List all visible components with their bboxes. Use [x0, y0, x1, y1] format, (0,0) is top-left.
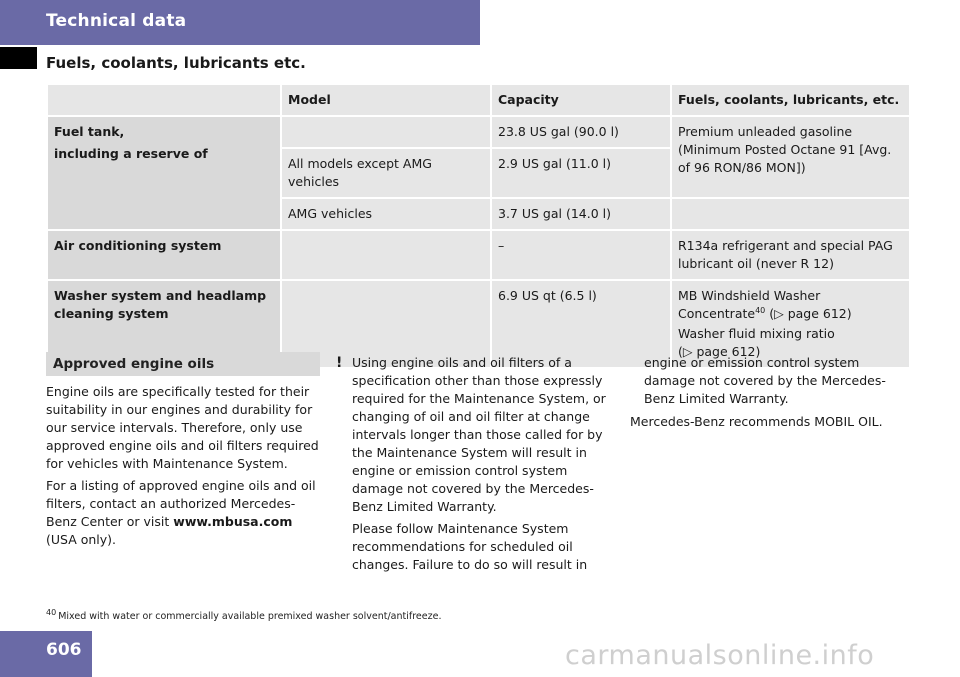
approved-oils-text — [46, 383, 324, 553]
air-conditioning-model-blank — [282, 231, 490, 279]
table-row — [48, 117, 909, 147]
reserve-model: All models except AMG vehicles — [282, 149, 490, 197]
watermark: carmanualsonline.info — [565, 640, 875, 671]
fuel-tank-label-line2: including a reserve of — [54, 146, 208, 161]
header-fluids: Fuels, coolants, lubricants, etc. — [672, 85, 909, 115]
fuel-tank-capacity: 23.8 US gal (90.0 l) — [492, 117, 670, 147]
page-number: 606 — [46, 640, 82, 660]
approved-oils-heading: Approved engine oils — [46, 352, 320, 376]
reserve-capacity: 3.7 US gal (14.0 l) — [492, 199, 670, 229]
header-blank — [48, 85, 280, 115]
page-reference: (▷ page 612) — [769, 306, 852, 321]
air-conditioning-capacity: – — [492, 231, 670, 279]
header-model: Model — [282, 85, 490, 115]
warning-icon: ! — [336, 355, 343, 371]
footnote-text: Mixed with water or commercially available premixed washer solvent/antifreeze. — [58, 611, 442, 622]
footnote-number: 40 — [46, 607, 57, 617]
approved-oils-para2-prefix: For a listing of approved engine oils and oil filters, contact an authorized Mercedes-Benz Center or visit — [46, 478, 316, 529]
recommendation: Mercedes-Benz recommends MOBIL OIL. — [630, 414, 883, 429]
fuel-tank-label — [48, 117, 280, 229]
washer-concentrate-text: MB Windshield Washer Concentrate — [678, 288, 821, 321]
header-title: Technical data — [46, 11, 187, 31]
air-conditioning-fluid: R134a refrigerant and special PAG lubricant oil (never R 12) — [672, 231, 909, 279]
approved-oils-para1: Engine oils are specifically tested for their suitability in our engines and durability for our service intervals. Therefore, only use approved engine oils and oil filters required for vehicles with Maintenance System. — [46, 384, 319, 471]
warning-para3: engine or emission control system damage not covered by the Mercedes-Benz Limited Warranty. — [644, 355, 886, 406]
warning-para2: Please follow Maintenance System recommendations for scheduled oil changes. Failure to do so will result in — [352, 521, 588, 572]
footnote-ref: 40 — [755, 305, 766, 315]
warning-para1: Using engine oils and oil filters of a specification other than those expressly required for the Maintenance System, or changing of oil and oil filter at change intervals longer than those called for by the Maintenance System will result in engine or emission control system damage not covered by the Mercedes-Benz Limited Warranty. — [352, 355, 606, 514]
page-reference: (▷ page 612) — [678, 344, 761, 359]
air-conditioning-label: Air conditioning system — [48, 231, 280, 279]
warning-continued — [630, 354, 910, 435]
mbusa-link[interactable]: www.mbusa.com — [173, 514, 293, 529]
section-marker — [0, 47, 37, 69]
fuel-type-continued — [672, 199, 909, 229]
header-capacity: Capacity — [492, 85, 670, 115]
warning-block — [336, 354, 616, 578]
reserve-model: AMG vehicles — [282, 199, 490, 229]
washer-capacity: 6.9 US qt (6.5 l) — [492, 281, 670, 367]
table-header-row — [48, 85, 909, 115]
fuel-tank-label-line1: Fuel tank, — [54, 124, 125, 139]
fuel-tank-model-blank — [282, 117, 490, 147]
washer-fluid-line2: Washer fluid mixing ratio — [678, 326, 835, 341]
washer-fluid-line1 — [678, 287, 903, 323]
table-row — [48, 231, 909, 279]
approved-oils-para2-suffix: (USA only). — [46, 532, 117, 547]
approved-oils-para2 — [46, 477, 324, 549]
reserve-capacity: 2.9 US gal (11.0 l) — [492, 149, 670, 197]
footnote — [46, 607, 442, 622]
section-title: Fuels, coolants, lubricants etc. — [46, 54, 306, 72]
fuels-table — [46, 83, 911, 369]
washer-label: Washer system and headlamp cleaning system — [48, 281, 280, 367]
fuel-type: Premium unleaded gasoline (Minimum Posted Octane 91 [Avg. of 96 RON/86 MON]) — [672, 117, 909, 197]
